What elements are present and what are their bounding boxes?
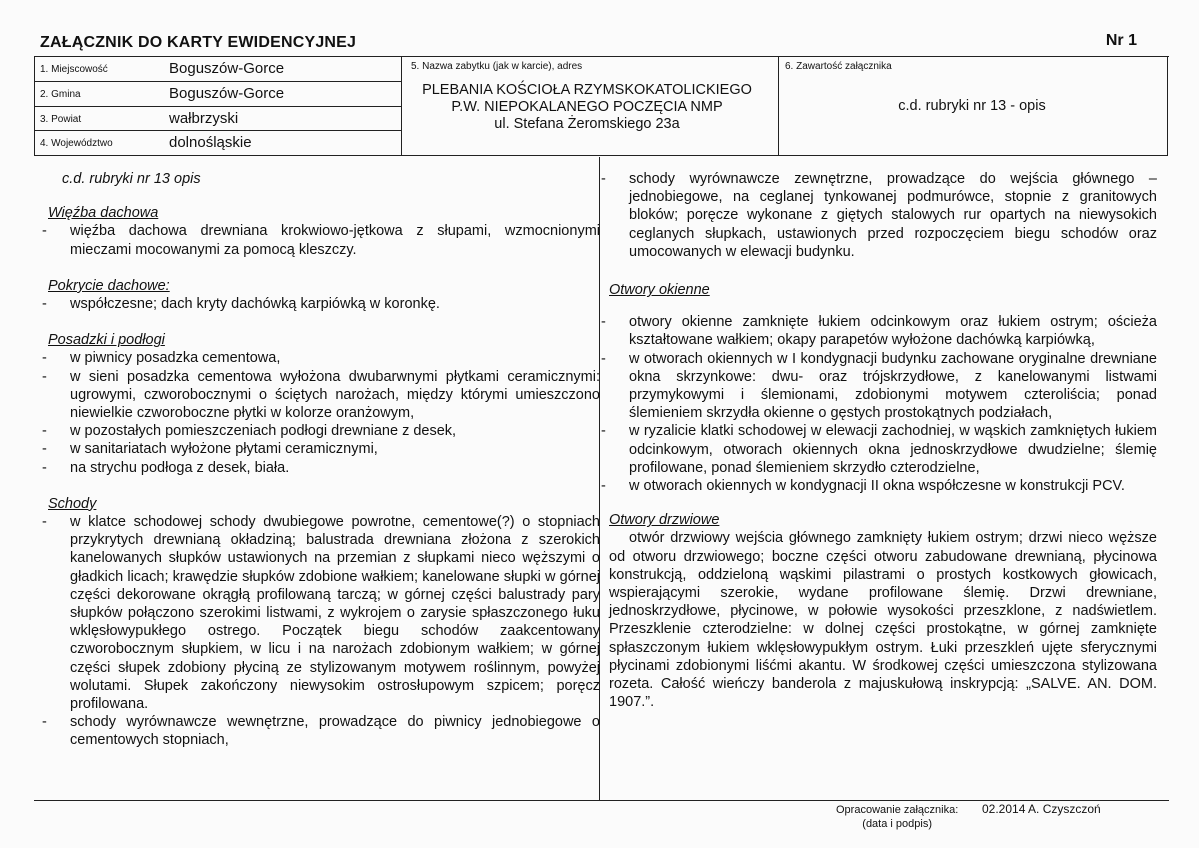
- content-value: c.d. rubryki nr 13 - opis: [898, 98, 1046, 114]
- field-value: dolnośląskie: [169, 134, 252, 152]
- info-divider-2: [778, 57, 779, 155]
- list-item: - w ryzalicie klatki schodowej w elewacji zachodniej, w wąskich zamkniętych łukiem odcinkowym, otworach okiennych okna jednoskrzydłowe dwudzielne; ślemię profilowane, ponad ślemieniem skrzydło czterodzielne,: [601, 423, 1157, 476]
- footer-label-line: Opracowanie załącznika:: [836, 804, 959, 816]
- monument-label: 5. Nazwa zabytku (jak w karcie), adres: [411, 61, 583, 72]
- info-divider-1: [401, 57, 402, 155]
- field-label: 2. Gmina: [40, 88, 81, 100]
- list-item: - w otworach okiennych w kondygnacji II okna współczesne w konstrukcji PCV.: [601, 478, 1125, 495]
- list-item: - na strychu podłoga z desek, biała.: [42, 459, 290, 476]
- list-item: - schody wyrównawcze zewnętrzne, prowadzące do wejścia głównego – jednobiegowe, na ceglanej tynkowanej podmurówce, stopnie z granitowych bloków; poręcze wykonane z giętych stalowych rur opartych na niewysokich ceglanych słupkach, ustawionych przed rozpoczęciem biegu schodów oraz umocowanych w elewacji budynku.: [601, 171, 1157, 260]
- monument-line: ul. Stefana Żeromskiego 23a: [494, 116, 680, 132]
- field-value: Boguszów-Gorce: [169, 60, 285, 77]
- list-item: - więźba dachowa drewniana krokwiowo-jętkowa z słupami, wzmocnionymi mieczami mocowanymi za pomocą kleszczy.: [42, 223, 600, 258]
- heading-wiezba: Więźba dachowa: [48, 205, 159, 222]
- list-item: - współczesne; dach kryty dachówką karpiówką w koronkę.: [42, 296, 440, 313]
- left-column: [34, 170, 600, 750]
- list-item: - schody wyrównawcze wewnętrzne, prowadzące do piwnicy jednobiegowe o cementowych stopniach,: [42, 714, 600, 749]
- monument-line: PLEBANIA KOŚCIOŁA RZYMSKOKATOLICKIEGO: [422, 82, 752, 98]
- attachment-number: Nr 1: [1105, 32, 1137, 49]
- footer-label: [836, 803, 958, 831]
- row-wojewodztwo: [35, 131, 401, 156]
- heading-otwory-okienne: Otwory okienne: [609, 282, 710, 299]
- page-title: ZAŁĄCZNIK DO KARTY EWIDENCYJNEJ: [40, 34, 357, 51]
- list-item: - otwory okienne zamknięte łukiem odcinkowym oraz łukiem ostrym; ościeża kształtowane wałkiem; okapy parapetów wyłożone dachówką karpiówką,: [601, 314, 1157, 349]
- list-item: - w piwnicy posadzka cementowa,: [42, 350, 281, 367]
- content-label: 6. Zawartość załącznika: [785, 61, 892, 72]
- bottom-rule: [34, 800, 1169, 801]
- footer-signature: 02.2014 A. Czyszczoń: [982, 802, 1101, 816]
- section-subtitle: c.d. rubryki nr 13 opis: [62, 171, 201, 187]
- list-item: - w otworach okiennych w I kondygnacji budynku zachowane oryginalne drewniane okna skrzynkowe: dwu- oraz trójskrzydłowe, z kanelowanymi listwami przymykowymi i ślemionami, zdobionymi motywem czteroliścia; ponad ślemieniem skrzydła okienne o gęstych prostokątnych podziałach,: [601, 350, 1157, 422]
- footer-label-line: (data i podpis): [862, 818, 932, 830]
- list-item: - w sieni posadzka cementowa wyłożona dwubarwnymi płytkami ceramicznymi: ugrowymi, czworobocznymi o ściętych narożach, między którymi umieszczono niewielkie czworoboczne płytki w kolorze oranżowym,: [42, 368, 600, 422]
- field-label: 3. Powiat: [40, 113, 82, 125]
- heading-otwory-drzwiowe: Otwory drzwiowe: [609, 512, 720, 529]
- row-miejscowosc: [35, 57, 401, 82]
- heading-schody: Schody: [48, 495, 97, 512]
- monument-name-address: [407, 82, 767, 133]
- field-value: wałbrzyski: [169, 109, 239, 127]
- list-item: - w pozostałych pomieszczeniach podłogi drewniane z desek,: [42, 423, 457, 440]
- right-column: [601, 170, 1171, 711]
- row-gmina: [35, 82, 401, 107]
- info-table: [34, 57, 1168, 156]
- heading-pokrycie: Pokrycie dachowe:: [48, 277, 170, 294]
- list-item: - w sanitariatach wyłożone płytami ceramicznymi,: [42, 441, 378, 458]
- list-item: - w klatce schodowej schody dwubiegowe powrotne, cementowe(?) o stopniach przykrytych drewnianą okładziną; balustrada drewniana złożona z szerokich kanelowanych słupków ustawionych na przemian z słupkami nieco węższymi o gładkich licach; krawędzie słupków zdobione wałkiem; kanelowane słupki w górnej części dekorowane okrągłą profilowaną tarczą; w górnej części balustrady pary słupków połączono szerokimi listwami, z wykrojem o zarysie spłaszczonego łuku wklęsłowypukłego ostrego. Początek biegu schodów zaakcentowany czworobocznym słupkiem, w licu i na narożach zdobionym wałkiem; w górnej części słupek zdobiony płyciną ze stylizowanym motywem roślinnym, powyżej wolutami. Słupek zakończony niewysokim ostrosłupowym szpicem; poręcz profilowana.: [42, 514, 600, 713]
- field-label: 1. Miejscowość: [40, 64, 108, 75]
- monument-line: P.W. NIEPOKALANEGO POCZĘCIA NMP: [451, 99, 723, 115]
- field-value: Boguszów-Gorce: [169, 84, 285, 102]
- heading-posadzki: Posadzki i podłogi: [48, 332, 165, 349]
- doors-paragraph: otwór drzwiowy wejścia głównego zamknięty łukiem ostrym; drzwi nieco węższe od otworu drzwiowego; boczne części otworu zabudowane drewnianą, płycinowa konstrukcją, oddzieloną wąskimi pilastrami o prostych kostkowych głowicach, wspierającymi szerokie, wydane profilowane ślemię. Drzwi drewniane, jednoskrzydłowe, płycinowe, w połowie wysokości przeszklone, z nadświetlem. Przeszklenie czterodzielne: w dolnej części prostokątne, w górnej zamknięte spłaszczonym łukiem wklęsłowypukłym ostrym. Łuki przeszkleń ujęte sferycznymi płycinami zdobionymi liśćmi akantu. W środkowej części umieszczona stylizowana rozeta. Całość wieńczy banderola z majuskułową inskrypcją: „SALVE. AN. DOM. 1907.”.: [609, 530, 1157, 711]
- field-label: 4. Województwo: [40, 138, 113, 150]
- row-powiat: [35, 107, 401, 132]
